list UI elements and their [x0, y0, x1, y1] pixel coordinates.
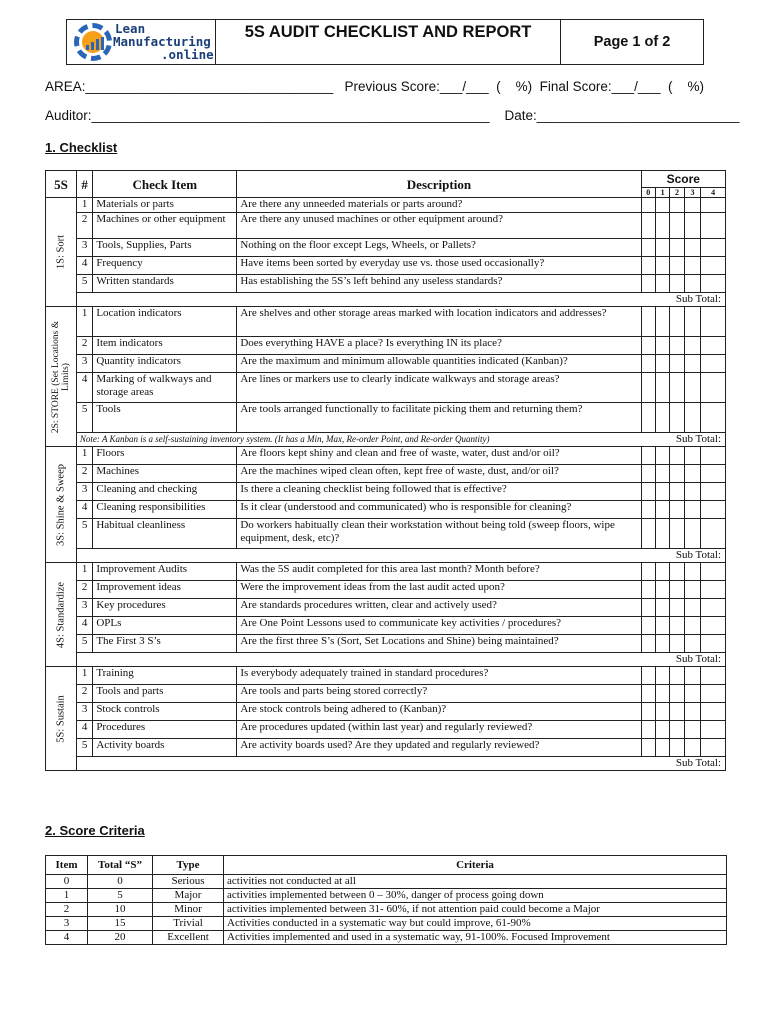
check-item: Marking of walkways and storage areas	[93, 373, 237, 403]
subtotal-label: Sub Total:	[76, 549, 725, 563]
score-cell[interactable]	[670, 373, 684, 403]
criteria-total: 15	[88, 917, 153, 931]
description: Nothing on the floor except Legs, Wheels, or Pallets?	[237, 239, 641, 257]
subtotal-row	[46, 757, 726, 771]
score-cell[interactable]	[670, 198, 684, 213]
criteria-header-type: Type	[153, 856, 224, 875]
score-cell[interactable]	[641, 239, 655, 257]
item-number: 4	[76, 373, 92, 403]
score-cell[interactable]	[670, 355, 684, 373]
section-label-cell	[46, 667, 77, 771]
score-cell[interactable]	[670, 447, 684, 465]
score-cell[interactable]	[641, 257, 655, 275]
criteria-type: Serious	[153, 875, 224, 889]
score-cell[interactable]	[670, 599, 684, 617]
score-cell[interactable]	[641, 519, 655, 549]
score-cell[interactable]	[684, 257, 700, 275]
section-label-cell	[46, 198, 77, 307]
score-cell[interactable]	[684, 617, 700, 635]
score-cell[interactable]	[684, 667, 700, 685]
checklist-row	[46, 581, 726, 599]
score-cell[interactable]	[670, 667, 684, 685]
score-cell[interactable]	[701, 465, 726, 483]
score-cell[interactable]	[684, 581, 700, 599]
checklist-row	[46, 599, 726, 617]
score-cell[interactable]	[701, 617, 726, 635]
score-cell[interactable]	[701, 355, 726, 373]
criteria-row	[46, 931, 727, 945]
item-number: 4	[76, 257, 92, 275]
subtotal-label: Sub Total:	[76, 293, 725, 307]
description: Has establishing the 5S’s left behind any useless standards?	[237, 275, 641, 293]
score-cell[interactable]	[670, 617, 684, 635]
checklist-row	[46, 239, 726, 257]
score-cell[interactable]	[655, 721, 669, 739]
score-cell[interactable]	[701, 703, 726, 721]
score-cell[interactable]	[641, 447, 655, 465]
subtotal-label: Sub Total:	[76, 653, 725, 667]
score-cell[interactable]	[655, 739, 669, 757]
description: Is it clear (understood and communicated) who is responsible for cleaning?	[237, 501, 641, 519]
criteria-type: Minor	[153, 903, 224, 917]
score-cell[interactable]	[684, 519, 700, 549]
score-cell[interactable]	[641, 635, 655, 653]
item-number: 1	[76, 667, 92, 685]
description: Does everything HAVE a place? Is everything IN its place?	[237, 337, 641, 355]
criteria-text: Activities implemented and used in a systematic way, 91-100%. Focused Improvement	[224, 931, 727, 945]
check-item: Tools, Supplies, Parts	[93, 239, 237, 257]
score-cell[interactable]	[641, 465, 655, 483]
description: Are tools and parts being stored correctly?	[237, 685, 641, 703]
score-col-header: 0	[641, 188, 655, 198]
item-number: 2	[76, 685, 92, 703]
score-cell[interactable]	[684, 739, 700, 757]
score-cell[interactable]	[655, 307, 669, 337]
checklist-row	[46, 501, 726, 519]
score-cell[interactable]	[655, 599, 669, 617]
criteria-item: 0	[46, 875, 88, 889]
description: Are the first three S’s (Sort, Set Locations and Shine) being maintained?	[237, 635, 641, 653]
item-number: 1	[76, 447, 92, 465]
criteria-text: activities implemented between 31- 60%, if not attention paid could become a Major	[224, 903, 727, 917]
checklist-row	[46, 667, 726, 685]
score-cell[interactable]	[641, 275, 655, 293]
check-item: The First 3 S’s	[93, 635, 237, 653]
col-header-5s: 5S	[46, 171, 77, 198]
item-number: 5	[76, 635, 92, 653]
checklist-row	[46, 213, 726, 239]
checklist-row	[46, 685, 726, 703]
description: Is everybody adequately trained in standard procedures?	[237, 667, 641, 685]
check-item: Written standards	[93, 275, 237, 293]
checklist-table	[45, 170, 726, 771]
col-header-number: #	[76, 171, 92, 198]
score-cell[interactable]	[701, 635, 726, 653]
score-cell[interactable]	[641, 703, 655, 721]
score-cell[interactable]	[655, 337, 669, 355]
area-score-line: AREA:_________________________________ Previous Score:___/___ ( %) Final Score:___/___ ( %)	[45, 79, 704, 94]
checklist-row	[46, 198, 726, 213]
check-item: Frequency	[93, 257, 237, 275]
score-cell[interactable]	[641, 667, 655, 685]
checklist-row	[46, 703, 726, 721]
score-cell[interactable]	[641, 563, 655, 581]
score-cell[interactable]	[641, 213, 655, 239]
description: Were the improvement ideas from the last audit acted upon?	[237, 581, 641, 599]
criteria-item: 3	[46, 917, 88, 931]
check-item: Activity boards	[93, 739, 237, 757]
criteria-total: 0	[88, 875, 153, 889]
check-item: Key procedures	[93, 599, 237, 617]
section-label-cell	[46, 307, 77, 447]
section-label-cell	[46, 563, 77, 667]
item-number: 1	[76, 198, 92, 213]
check-item: Floors	[93, 447, 237, 465]
score-criteria-table	[45, 855, 727, 945]
score-cell[interactable]	[670, 275, 684, 293]
score-cell[interactable]	[684, 307, 700, 337]
criteria-row	[46, 917, 727, 931]
score-cell[interactable]	[670, 721, 684, 739]
score-cell[interactable]	[684, 563, 700, 581]
score-cell[interactable]	[655, 373, 669, 403]
criteria-item: 1	[46, 889, 88, 903]
description: Are floors kept shiny and clean and free of waste, water, dust and/or oil?	[237, 447, 641, 465]
check-item: Cleaning and checking	[93, 483, 237, 501]
check-item: OPLs	[93, 617, 237, 635]
col-header-check-item: Check Item	[93, 171, 237, 198]
check-item: Machines or other equipment	[93, 213, 237, 239]
score-cell[interactable]	[701, 403, 726, 433]
score-cell[interactable]	[684, 721, 700, 739]
score-cell[interactable]	[655, 685, 669, 703]
score-cell[interactable]	[701, 239, 726, 257]
criteria-type: Excellent	[153, 931, 224, 945]
score-cell[interactable]	[684, 373, 700, 403]
score-cell[interactable]	[641, 198, 655, 213]
score-col-header: 4	[701, 188, 726, 198]
score-cell[interactable]	[670, 703, 684, 721]
description: Are stock controls being adhered to (Kanban)?	[237, 703, 641, 721]
checklist-row	[46, 739, 726, 757]
score-cell[interactable]	[670, 337, 684, 355]
score-cell[interactable]	[684, 703, 700, 721]
criteria-total: 5	[88, 889, 153, 903]
score-cell[interactable]	[684, 239, 700, 257]
description: Are the maximum and minimum allowable quantities indicated (Kanban)?	[237, 355, 641, 373]
description: Have items been sorted by everyday use vs. those used occasionally?	[237, 257, 641, 275]
score-cell[interactable]	[670, 213, 684, 239]
score-col-header: 1	[655, 188, 669, 198]
item-number: 3	[76, 355, 92, 373]
criteria-text: Activities conducted in a systematic way but could improve, 61-90%	[224, 917, 727, 931]
criteria-row	[46, 889, 727, 903]
auditor-date-line: Auditor:_____________________________________________________ Date:___________________________	[45, 108, 740, 123]
checklist-row	[46, 635, 726, 653]
item-number: 3	[76, 703, 92, 721]
section-label: 3S: Shine & Sweep	[55, 463, 67, 546]
checklist-row	[46, 257, 726, 275]
score-cell[interactable]	[670, 563, 684, 581]
score-cell[interactable]	[670, 239, 684, 257]
description: Are there any unneeded materials or parts around?	[237, 198, 641, 213]
score-cell[interactable]	[641, 483, 655, 501]
section-label-cell	[46, 447, 77, 563]
score-cell[interactable]	[641, 373, 655, 403]
score-cell[interactable]	[701, 501, 726, 519]
criteria-row	[46, 903, 727, 917]
score-cell[interactable]	[655, 667, 669, 685]
description: Are standards procedures written, clear and actively used?	[237, 599, 641, 617]
score-cell[interactable]	[684, 483, 700, 501]
page-number: Page 1 of 2	[593, 34, 671, 50]
check-item: Machines	[93, 465, 237, 483]
score-cell[interactable]	[655, 617, 669, 635]
criteria-total: 20	[88, 931, 153, 945]
score-cell[interactable]	[684, 403, 700, 433]
item-number: 2	[76, 213, 92, 239]
checklist-row	[46, 519, 726, 549]
score-cell[interactable]	[670, 501, 684, 519]
item-number: 2	[76, 581, 92, 599]
score-cell[interactable]	[670, 581, 684, 599]
score-col-header: 3	[684, 188, 700, 198]
score-cell[interactable]	[701, 599, 726, 617]
score-cell[interactable]	[701, 373, 726, 403]
score-cell[interactable]	[701, 721, 726, 739]
score-cell[interactable]	[701, 483, 726, 501]
score-cell[interactable]	[701, 563, 726, 581]
item-number: 3	[76, 483, 92, 501]
criteria-type: Major	[153, 889, 224, 903]
score-cell[interactable]	[701, 739, 726, 757]
score-cell[interactable]	[655, 581, 669, 599]
criteria-header-item: Item	[46, 856, 88, 875]
checklist-row	[46, 447, 726, 465]
score-cell[interactable]	[684, 465, 700, 483]
score-col-header: 2	[670, 188, 684, 198]
criteria-text: activities implemented between 0 – 30%, danger of process going down	[224, 889, 727, 903]
item-number: 5	[76, 739, 92, 757]
criteria-row	[46, 875, 727, 889]
logo-text: Lean Manufacturing .online	[113, 21, 214, 62]
score-cell[interactable]	[701, 667, 726, 685]
check-item: Procedures	[93, 721, 237, 739]
checklist-row	[46, 307, 726, 337]
checklist-row	[46, 563, 726, 581]
criteria-header-total: Total “S”	[88, 856, 153, 875]
document-title: 5S AUDIT CHECKLIST AND REPORT	[216, 20, 561, 64]
score-cell[interactable]	[670, 307, 684, 337]
score-cell[interactable]	[641, 581, 655, 599]
checklist-row	[46, 355, 726, 373]
score-cell[interactable]	[701, 337, 726, 355]
description: Is there a cleaning checklist being followed that is effective?	[237, 483, 641, 501]
score-cell[interactable]	[655, 213, 669, 239]
bar-chart-icon	[86, 38, 104, 50]
score-cell[interactable]	[655, 519, 669, 549]
score-cell[interactable]	[641, 721, 655, 739]
description: Are tools arranged functionally to facilitate picking them and returning them?	[237, 403, 641, 433]
score-cell[interactable]	[641, 355, 655, 373]
score-cell[interactable]	[641, 403, 655, 433]
score-cell[interactable]	[655, 465, 669, 483]
item-number: 5	[76, 275, 92, 293]
score-cell[interactable]	[641, 617, 655, 635]
score-cell[interactable]	[701, 213, 726, 239]
item-number: 3	[76, 599, 92, 617]
score-cell[interactable]	[701, 307, 726, 337]
checklist-row	[46, 373, 726, 403]
check-item: Improvement ideas	[93, 581, 237, 599]
section-label: 1S: Sort	[55, 234, 67, 270]
score-cell[interactable]	[684, 447, 700, 465]
check-item: Tools and parts	[93, 685, 237, 703]
score-cell[interactable]	[655, 403, 669, 433]
col-header-description: Description	[237, 171, 641, 198]
score-cell[interactable]	[701, 447, 726, 465]
item-number: 4	[76, 501, 92, 519]
score-cell[interactable]	[670, 257, 684, 275]
description: Are the machines wiped clean often, kept free of waste, dust, and/or oil?	[237, 465, 641, 483]
score-cell[interactable]	[670, 465, 684, 483]
score-cell[interactable]	[701, 275, 726, 293]
score-cell[interactable]	[684, 635, 700, 653]
score-cell[interactable]	[655, 198, 669, 213]
item-number: 1	[76, 563, 92, 581]
subtotal-row	[46, 549, 726, 563]
description: Are procedures updated (within last year) and regularly reviewed?	[237, 721, 641, 739]
subtotal-row	[46, 293, 726, 307]
check-item: Quantity indicators	[93, 355, 237, 373]
score-cell[interactable]	[655, 635, 669, 653]
col-header-score: Score	[641, 171, 725, 188]
score-cell[interactable]	[670, 635, 684, 653]
item-number: 4	[76, 617, 92, 635]
item-number: 5	[76, 519, 92, 549]
kanban-note: Note: A Kanban is a self-sustaining inventory system. (It has a Min, Max, Re-order Point, and Re-order Quantity)	[76, 433, 641, 447]
score-cell[interactable]	[641, 337, 655, 355]
checklist-row	[46, 275, 726, 293]
score-cell[interactable]	[701, 685, 726, 703]
score-cell[interactable]	[684, 501, 700, 519]
check-item: Habitual cleanliness	[93, 519, 237, 549]
score-cell[interactable]	[701, 581, 726, 599]
section-label: 2S: STORE (Set Locations & Limits)	[50, 320, 71, 433]
criteria-type: Trivial	[153, 917, 224, 931]
checklist-row	[46, 617, 726, 635]
checklist-row	[46, 337, 726, 355]
score-cell[interactable]	[655, 355, 669, 373]
score-cell[interactable]	[701, 198, 726, 213]
score-cell[interactable]	[655, 257, 669, 275]
item-number: 3	[76, 239, 92, 257]
checklist-row	[46, 483, 726, 501]
checklist-row	[46, 465, 726, 483]
subtotal-label: Sub Total:	[641, 433, 725, 447]
section-label: 4S: Standardize	[55, 581, 67, 648]
score-cell[interactable]	[684, 685, 700, 703]
score-cell[interactable]	[655, 275, 669, 293]
check-item: Training	[93, 667, 237, 685]
score-cell[interactable]	[655, 483, 669, 501]
document-header	[66, 19, 704, 65]
item-number: 4	[76, 721, 92, 739]
score-cell[interactable]	[684, 275, 700, 293]
item-number: 1	[76, 307, 92, 337]
score-cell[interactable]	[670, 403, 684, 433]
item-number: 2	[76, 465, 92, 483]
check-item: Stock controls	[93, 703, 237, 721]
criteria-item: 2	[46, 903, 88, 917]
check-item: Item indicators	[93, 337, 237, 355]
criteria-item: 4	[46, 931, 88, 945]
item-number: 2	[76, 337, 92, 355]
score-cell[interactable]	[655, 703, 669, 721]
subtotal-row	[46, 653, 726, 667]
score-cell[interactable]	[684, 213, 700, 239]
score-cell[interactable]	[684, 337, 700, 355]
score-cell[interactable]	[701, 519, 726, 549]
checklist-row	[46, 721, 726, 739]
score-cell[interactable]	[684, 198, 700, 213]
criteria-text: activities not conducted at all	[224, 875, 727, 889]
description: Are lines or markers use to clearly indicate walkways and storage areas?	[237, 373, 641, 403]
score-cell[interactable]	[641, 307, 655, 337]
description: Was the 5S audit completed for this area last month? Month before?	[237, 563, 641, 581]
score-cell[interactable]	[655, 563, 669, 581]
check-item: Improvement Audits	[93, 563, 237, 581]
score-cell[interactable]	[655, 501, 669, 519]
checklist-row	[46, 403, 726, 433]
score-cell[interactable]	[670, 739, 684, 757]
score-cell[interactable]	[655, 239, 669, 257]
criteria-header-criteria: Criteria	[224, 856, 727, 875]
score-cell[interactable]	[670, 685, 684, 703]
company-logo	[67, 20, 216, 64]
section-score-criteria-heading: 2. Score Criteria	[45, 823, 145, 838]
score-cell[interactable]	[641, 685, 655, 703]
score-cell[interactable]	[641, 599, 655, 617]
item-number: 5	[76, 403, 92, 433]
score-cell[interactable]	[684, 599, 700, 617]
check-item: Materials or parts	[93, 198, 237, 213]
subtotal-row	[46, 433, 726, 447]
score-cell[interactable]	[655, 447, 669, 465]
section-label: 5S: Sustain	[55, 694, 67, 743]
score-cell[interactable]	[701, 257, 726, 275]
score-cell[interactable]	[684, 355, 700, 373]
description: Do workers habitually clean their workstation without being told (sweep floors, wipe equipment, desk, etc)?	[237, 519, 641, 549]
description: Are activity boards used? Are they updated and regularly reviewed?	[237, 739, 641, 757]
check-item: Tools	[93, 403, 237, 433]
check-item: Cleaning responsibilities	[93, 501, 237, 519]
score-cell[interactable]	[670, 483, 684, 501]
score-cell[interactable]	[641, 501, 655, 519]
description: Are there any unused machines or other equipment around?	[237, 213, 641, 239]
subtotal-label: Sub Total:	[76, 757, 725, 771]
description: Are shelves and other storage areas marked with location indicators and addresses?	[237, 307, 641, 337]
check-item: Location indicators	[93, 307, 237, 337]
section-checklist-heading: 1. Checklist	[45, 140, 118, 155]
description: Are One Point Lessons used to communicate key activities / procedures?	[237, 617, 641, 635]
score-cell[interactable]	[670, 519, 684, 549]
criteria-total: 10	[88, 903, 153, 917]
score-cell[interactable]	[641, 739, 655, 757]
